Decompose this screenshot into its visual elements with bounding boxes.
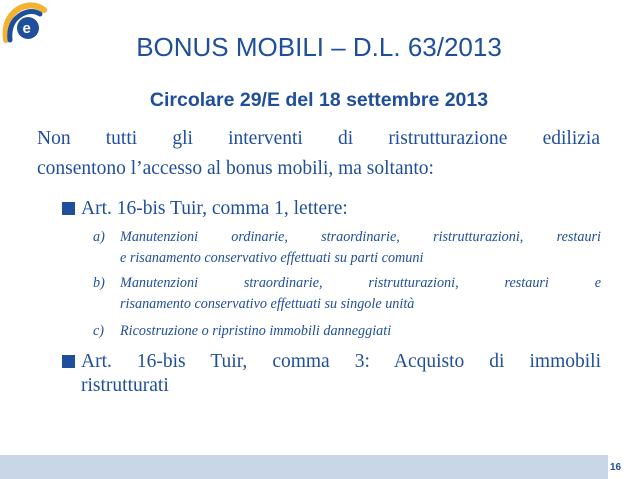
sub-item-c	[93, 321, 601, 342]
bullet-text: Art. 16-bis Tuir, comma 1, lettere:	[81, 198, 348, 219]
sub-item-line-2: risanamento conservativo effettuati su singole unità	[120, 295, 415, 312]
page-number: 16	[610, 462, 622, 473]
sub-item-line-1: Manutenzioni straordinarie, ristrutturazioni, restauri e	[120, 275, 601, 291]
sub-item-line-1: Manutenzioni ordinarie, straordinarie, ristrutturazioni, restauri	[120, 229, 601, 245]
checkbox-bullet-icon	[62, 355, 75, 368]
bullet-text-line-2: ristrutturati	[81, 375, 169, 396]
sub-item-a	[93, 227, 601, 268]
footer-bar	[0, 455, 608, 479]
bullet-item-1	[62, 196, 348, 222]
sub-item-b	[93, 273, 601, 314]
sub-item-line-2: e risanamento conservativo effettuati su parti comuni	[120, 249, 424, 266]
intro-line-1: Non tutti gli interventi di ristrutturazione edilizia	[37, 128, 600, 149]
intro-paragraph	[37, 124, 600, 184]
checkbox-bullet-icon	[62, 202, 75, 215]
slide-title: BONUS MOBILI – D.L. 63/2013	[136, 32, 502, 62]
intro-line-2: consentono l’accesso al bonus mobili, ma soltanto:	[37, 158, 434, 179]
sub-item-line-1: Ricostruzione o ripristino immobili danneggiati	[120, 323, 392, 339]
sub-item-letter: c)	[93, 323, 105, 339]
slide-subtitle: Circolare 29/E del 18 settembre 2013	[149, 89, 489, 111]
bullet-item-2	[62, 350, 601, 398]
svg-text:e: e	[22, 20, 31, 37]
sub-item-letter: a)	[93, 229, 105, 245]
bullet-text-line-1: Art. 16-bis Tuir, comma 3: Acquisto di immobili	[81, 351, 601, 372]
sub-item-letter: b)	[93, 275, 105, 291]
